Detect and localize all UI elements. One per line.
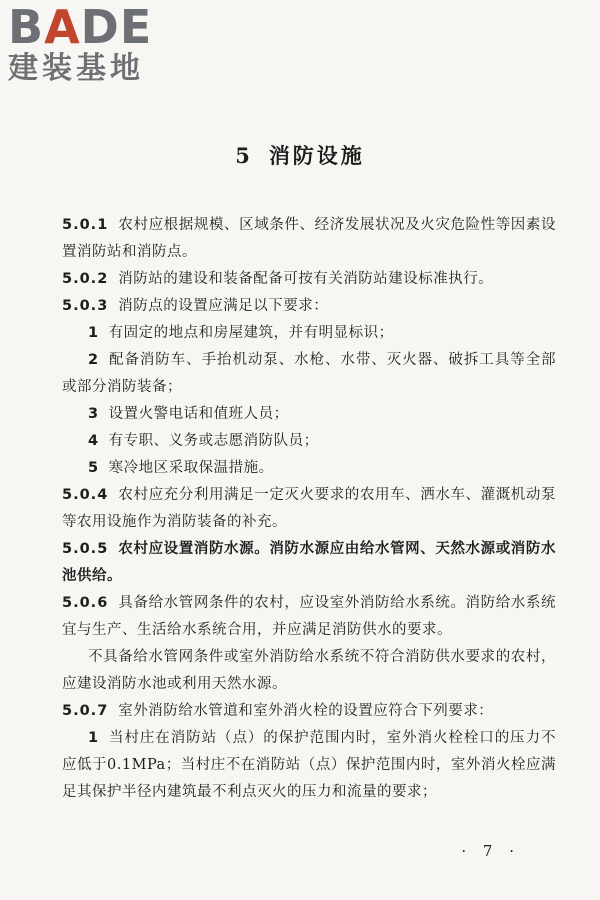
bade-logo [8,0,178,86]
clause-5-0-4: 5.0.4 农村应充分利用满足一定灭火要求的农用车、洒水车、灌溉机动泵等农用设施作为消防装备的补充。 [62,487,556,530]
clause-5-0-3-item-1: 1 有固定的地点和房屋建筑，并有明显标识； [88,325,394,341]
chapter-number: 5 [235,143,253,168]
document-body [62,212,556,806]
clause-5-0-3-item-5: 5 寒冷地区采取保温措施。 [88,460,274,476]
clause-5-0-7-item-1: 1 当村庄在消防站（点）的保护范围内时，室外消火栓栓口的压力不应低于0.1MPa；当村庄不在消防站（点）保护范围内时，室外消火栓应满足其保护半径内建筑最不利点灭火的压力和流量的要求； [62,730,556,800]
clause-5-0-7: 5.0.7 室外消防给水管道和室外消火栓的设置应符合下列要求： [62,703,494,719]
clause-5-0-2: 5.0.2 消防站的建设和装备配备可按有关消防站建设标准执行。 [62,271,494,287]
clause-5-0-6-note: 不具备给水管网条件或室外消防给水系统不符合消防供水要求的农村，应建设消防水池或利用天然水源。 [62,649,556,692]
logo-subtitle: 建装基地 [8,51,144,86]
clause-5-0-3-item-4: 4 有专职、义务或志愿消防队员； [88,433,319,449]
clause-5-0-1: 5.0.1 农村应根据规模、区域条件、经济发展状况及火灾危险性等因素设置消防站和消防点。 [62,217,556,260]
clause-5-0-3-item-2: 2 配备消防车、手抬机动泵、水枪、水带、灭火器、破拆工具等全部或部分消防装备； [62,352,556,395]
chapter-heading: 消防设施 [268,144,365,168]
clause-5-0-5: 5.0.5 农村应设置消防水源。消防水源应由给水管网、天然水源或消防水池供给。 [62,541,556,584]
page-number: · 7 · [461,842,520,860]
clause-5-0-3: 5.0.3 消防点的设置应满足以下要求： [62,298,329,314]
chapter-title [0,140,600,170]
clause-5-0-6: 5.0.6 具备给水管网条件的农村，应设室外消防给水系统。消防给水系统宜与生产、生活给水系统合用，并应满足消防供水的要求。 [62,595,556,638]
logo-wordmark: BADE [8,0,153,54]
clause-5-0-3-item-3: 3 设置火警电话和值班人员； [88,406,289,422]
